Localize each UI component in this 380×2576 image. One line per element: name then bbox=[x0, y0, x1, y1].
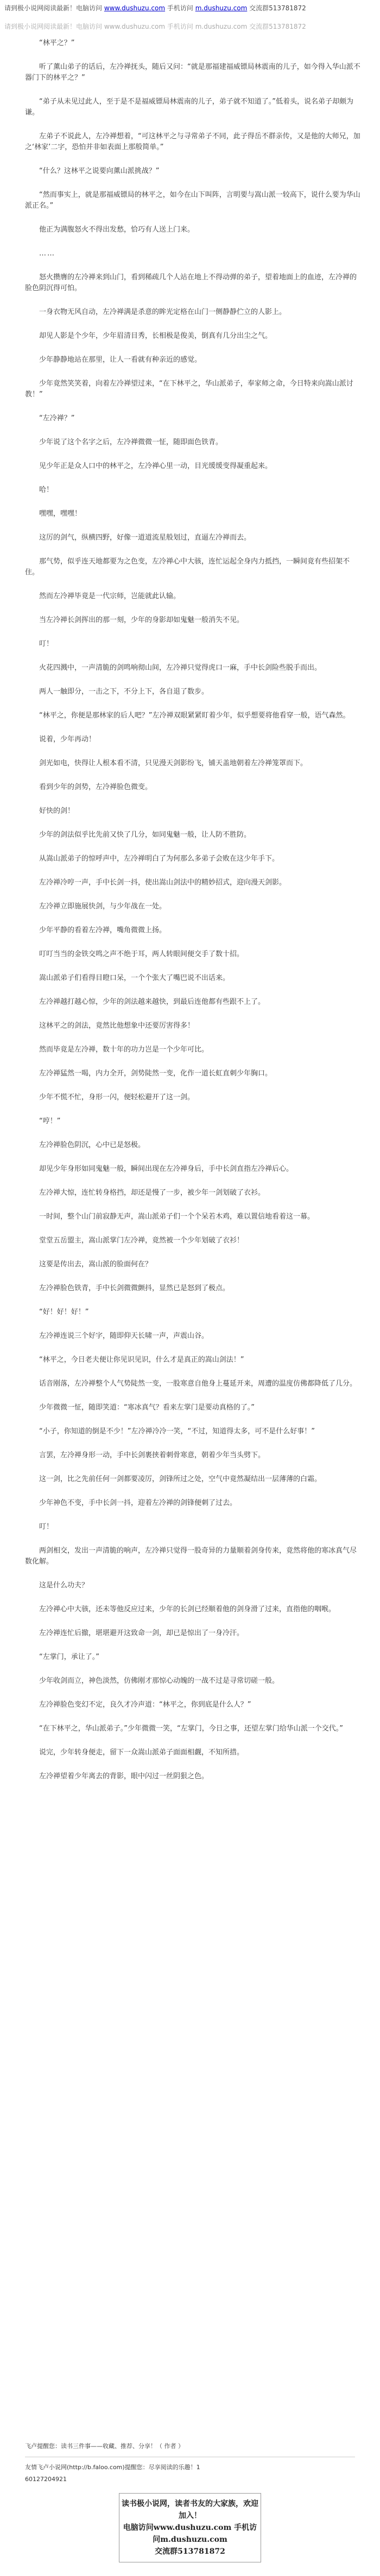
promo-line-2[interactable]: 电脑访问www.dushuzu.com 手机访问m.dushuzu.com bbox=[123, 2523, 257, 2544]
chapter-paragraph: 少年不慌不忙，身形一闪，便轻松避开了这一剑。 bbox=[39, 1093, 195, 1101]
chapter-paragraph: 一身衣物无风自动，左冷禅满是杀意的眸光定格在山门一侧静静伫立的人影上。 bbox=[39, 308, 287, 316]
chapter-paragraph: 左冷禅脸色铁青，手中长剑微微颤抖，显然已是怒到了极点。 bbox=[39, 1284, 230, 1292]
chapter-paragraph: 听了薰山弟子的话后，左冷禅抚头，随后又问：“就是那福建福威镖局林震南的儿子，如今得入华山派不器门下的林平之？” bbox=[25, 63, 360, 82]
chapter-paragraph: 好快的剑！ bbox=[39, 807, 75, 815]
chapter-paragraph: 左冷禅越打越心惊，少年的剑法越来越快，到最后连他都有些跟不上了。 bbox=[39, 998, 265, 1006]
chapter-paragraph: 这林平之的剑法，竟然比他想象中还要厉害得多！ bbox=[39, 1022, 195, 1030]
chapter-body bbox=[25, 38, 362, 1795]
chapter-paragraph: 少年的剑法似乎比先前又快了几分，如同鬼魅一般，让人防不胜防。 bbox=[39, 831, 251, 839]
chapter-paragraph: “左冷禅？” bbox=[39, 414, 75, 422]
chapter-paragraph: 左冷禅心中大骇，还未等他反应过来，少年的长剑已经顺着他的剑身滑了过来，直指他的咽喉。 bbox=[39, 1605, 336, 1613]
page-footer bbox=[0, 2440, 380, 2562]
site-header bbox=[4, 3, 376, 13]
chapter-paragraph: 他正为满腹怒火不得出发愁，恰巧有人送上门来。 bbox=[39, 226, 195, 234]
footer-nav-text: 飞卢提醒您：读书三件事——收藏、推荐、分享！（ 作者 ） bbox=[25, 2443, 184, 2450]
chapter-paragraph: 当左冷禅长剑挥出的那一刻，少年的身影却如鬼魅一般消失不见。 bbox=[39, 616, 244, 624]
site-header-echo bbox=[4, 22, 376, 31]
chapter-paragraph: …… bbox=[39, 249, 55, 258]
chapter-paragraph: 却见人影是个少年，少年眉清目秀，长相极是俊美，倒真有几分出尘之气。 bbox=[39, 332, 273, 340]
chapter-paragraph: “好！好！好！” bbox=[39, 1308, 89, 1316]
chapter-paragraph: 堂堂五岳盟主，嵩山派掌门左冷禅，竟然被一个少年划破了衣衫！ bbox=[39, 1236, 244, 1245]
header-prefix: 请到极小说网阅读最新！电脑访问 bbox=[4, 4, 103, 12]
chapter-paragraph: 左冷禅大惊，连忙转身格挡，却还是慢了一步，被少年一剑划破了衣衫。 bbox=[39, 1189, 265, 1197]
chapter-paragraph: 左冷禅脸色阴沉，心中已是怒极。 bbox=[39, 1141, 145, 1149]
chapter-paragraph: 说完，少年转身便走，留下一众嵩山派弟子面面相觑，不知所措。 bbox=[39, 1748, 244, 1757]
header-url-mobile[interactable]: m.dushuzu.com bbox=[195, 4, 248, 12]
header-url-desktop[interactable]: www.dushuzu.com bbox=[104, 4, 166, 12]
chapter-paragraph: 叮叮当当的金铁交鸣之声不绝于耳，两人转眼间便交手了数十招。 bbox=[39, 950, 244, 958]
promo-box bbox=[119, 2493, 261, 2562]
chapter-paragraph: 嘿嘿，嘿嘿！ bbox=[39, 510, 82, 518]
chapter-paragraph: 怒火攒膺的左冷禅来到山门，看到稀疏几个人站在地上不得动弹的弟子，望着地面上的血迹，左冷禅的脸色阴沉得可怕。 bbox=[25, 273, 357, 292]
chapter-paragraph: 少年神色不变，手中长剑一抖，迎着左冷禅的剑锋便刺了过去。 bbox=[39, 1499, 237, 1507]
chapter-paragraph: “然而事实上，就是那福威镖局的林平之，如今在山下叫阵，言明要与嵩山派一较高下，说什么要为华山派正名。” bbox=[25, 191, 360, 210]
chapter-paragraph: 从嵩山派弟子的惊呼声中，左冷禅明白了为何那么多弟子会败在这少年手下。 bbox=[39, 855, 280, 863]
chapter-paragraph: “左掌门，承让了。” bbox=[39, 1653, 99, 1661]
chapter-paragraph: 少年静静地站在那里，让人一看就有种亲近的感觉。 bbox=[39, 356, 202, 364]
footer-recommend[interactable]: 友情飞卢小说网(http://b.faloo.com)提醒您：尽享阅读的乐趣！1 bbox=[25, 2464, 200, 2471]
chapter-paragraph: 叮！ bbox=[39, 640, 54, 648]
chapter-paragraph: 火花四溅中，一声清脆的剑鸣响彻山间，左冷禅只觉得虎口一麻，手中长剑险些脱手而出。 bbox=[39, 664, 322, 672]
chapter-paragraph: “弟子从未见过此人，至于是不是福威镖局林震南的儿子，弟子就不知道了。”低着头，说名弟子却颇为谦。 bbox=[25, 98, 353, 117]
header-echo-url-mobile: m.dushuzu.com bbox=[195, 23, 248, 30]
chapter-paragraph: 左冷禅立即施展快剑，与少年战在一处。 bbox=[39, 902, 167, 911]
chapter-paragraph: 剑光如电，快得让人根本看不清，只见漫天剑影纷飞，铺天盖地朝着左冷禅笼罩而下。 bbox=[39, 759, 308, 767]
header-mid: 手机访问 bbox=[167, 4, 193, 12]
chapter-paragraph: 少年微微一怔，随即笑道：“寒冰真气？看来左掌门是要动真格的了。” bbox=[39, 1404, 255, 1412]
chapter-paragraph: 言罢，左冷禅身形一动，手中长剑裹挟着刺骨寒意，朝着少年当头劈下。 bbox=[39, 1451, 265, 1459]
chapter-paragraph: 两人一触即分，一击之下，不分上下，各自退了数步。 bbox=[39, 688, 209, 696]
chapter-paragraph: 说着，少年再动！ bbox=[39, 735, 96, 744]
chapter-paragraph: 左冷禅连说三个好字，随即仰天长啸一声，声震山谷。 bbox=[39, 1332, 209, 1340]
chapter-paragraph: 左冷禅连忙后撤，堪堪避开这致命一剑，却已是惊出了一身冷汗。 bbox=[39, 1629, 244, 1637]
chapter-paragraph: “林平之？” bbox=[39, 39, 75, 47]
chapter-paragraph: “哼！” bbox=[39, 1117, 61, 1125]
chapter-paragraph: “林平之，今日老夫便让你见识见识，什么才是真正的嵩山剑法！” bbox=[39, 1356, 244, 1364]
chapter-paragraph: 看到少年的剑势，左冷禅脸色微变。 bbox=[39, 783, 153, 791]
chapter-paragraph: 一时间，整个山门前寂静无声，嵩山派弟子们一个个呆若木鸡，难以置信地看着这一幕。 bbox=[39, 1213, 315, 1221]
chapter-paragraph: 嵩山派弟子们看得目瞪口呆，一个个张大了嘴巴说不出话来。 bbox=[39, 974, 230, 982]
header-echo-suffix: 交流群513781872 bbox=[249, 23, 306, 30]
chapter-paragraph: 这一剑，比之先前任何一剑都要凌厉，剑锋所过之处，空气中竟然凝结出一层薄薄的白霜。 bbox=[39, 1475, 322, 1483]
chapter-paragraph: 左冷禅冷哼一声，手中长剑一抖，使出嵩山剑法中的精妙招式，迎向漫天剑影。 bbox=[39, 879, 287, 887]
chapter-paragraph: 左冷禅脸色变幻不定，良久才冷声道：“林平之，你到底是什么人？” bbox=[39, 1701, 251, 1709]
chapter-paragraph: 叮！ bbox=[39, 1523, 54, 1531]
chapter-paragraph: 少年说了这个名字之后，左冷禅微微一怔，随即面色铁青。 bbox=[39, 438, 223, 446]
chapter-paragraph: 话音刚落，左冷禅整个人气势陡然一变，一股寒意自他身上蔓延开来，周遭的温度仿佛都降低了几分。 bbox=[39, 1380, 357, 1388]
chapter-paragraph: “林平之，你便是那林家的后人吧？”左冷禅双眼紧紧盯着少年，似乎想要将他看穿一般，语气森然。 bbox=[39, 712, 350, 720]
chapter-paragraph: 这要是传出去，嵩山派的脸面何在？ bbox=[39, 1260, 153, 1268]
header-suffix: 交流群513781872 bbox=[249, 4, 306, 12]
promo-line-1: 读书极小说网，读者书友的大家族，欢迎加入！ bbox=[122, 2500, 258, 2520]
header-echo-prefix: 请到极小说网阅读最新！电脑访问 bbox=[4, 23, 103, 30]
chapter-paragraph: 见少年正是众人口中的林平之，左冷禅心里一动，目光缓缓变得凝重起来。 bbox=[39, 462, 273, 470]
chapter-paragraph: 少年收剑而立，神色淡然，仿佛刚才那惊心动魄的一战不过是寻常切磋一般。 bbox=[39, 1677, 280, 1685]
footer-qq: 60127204921 bbox=[25, 2476, 67, 2483]
chapter-paragraph: 然而毕竟是左冷禅，数十年的功力岂是一个少年可比。 bbox=[39, 1046, 209, 1054]
header-echo-url-desktop: www.dushuzu.com bbox=[104, 23, 166, 30]
chapter-paragraph: 左弟子不说此人，左冷禅想着，“可这林平之与寻常弟子不同，此子得岳不群亲传，又是他的大师兄，加之‘林家’二字，恐怕并非如表面上那般简单。” bbox=[25, 132, 360, 151]
chapter-paragraph: “什么？这林平之说要向薰山派挑战？” bbox=[39, 167, 160, 175]
chapter-paragraph: 左冷禅猛然一喝，内力全开，剑势陡然一变，化作一道长虹直刺少年胸口。 bbox=[39, 1069, 273, 1078]
chapter-paragraph: “小子，你知道的倒是不少！”左冷禅冷冷一笑，“不过，知道得太多，可不是什么好事！” bbox=[39, 1427, 315, 1436]
chapter-paragraph: 少年竟然笑笑着，向着左冷禅望过来，“在下林平之，华山派弟子，奉家师之命，今日特来向嵩山派讨教！” bbox=[25, 380, 353, 399]
chapter-paragraph: 这是什么功夫？ bbox=[39, 1581, 89, 1590]
chapter-paragraph: 两剑相交，发出一声清脆的响声，左冷禅只觉得一股奇异的力量顺着剑身传来，竟然将他的寒冰真气尽数化解。 bbox=[25, 1547, 357, 1566]
promo-line-3: 交流群513781872 bbox=[155, 2547, 225, 2556]
chapter-paragraph: 左冷禅望着少年离去的背影，眼中闪过一丝阴狠之色。 bbox=[39, 1772, 209, 1780]
chapter-paragraph: 少年平静的看着左冷禅，嘴角微微上扬。 bbox=[39, 926, 167, 934]
chapter-paragraph: 却见少年身形如同鬼魅一般，瞬间出现在左冷禅身后，手中长剑直指左冷禅后心。 bbox=[39, 1165, 294, 1173]
chapter-paragraph: “在下林平之，华山派弟子。”少年微微一笑，“左掌门，今日之事，还望左掌门给华山派一个交代。” bbox=[39, 1725, 343, 1733]
header-echo-mid: 手机访问 bbox=[167, 23, 193, 30]
chapter-paragraph: 哈！ bbox=[39, 486, 54, 494]
chapter-paragraph: 这厉的剑气，纵横四野，好像一道道流星般划过，直逼左冷禅而去。 bbox=[39, 534, 251, 542]
chapter-paragraph: 那气势，似乎连天地都要为之色变，左冷禅心中大骇，连忙运起全身内力抵挡，一瞬间竟有些招架不住。 bbox=[25, 558, 350, 576]
chapter-paragraph: 然而左冷禅毕竟是一代宗师，岂能就此认输。 bbox=[39, 592, 181, 600]
